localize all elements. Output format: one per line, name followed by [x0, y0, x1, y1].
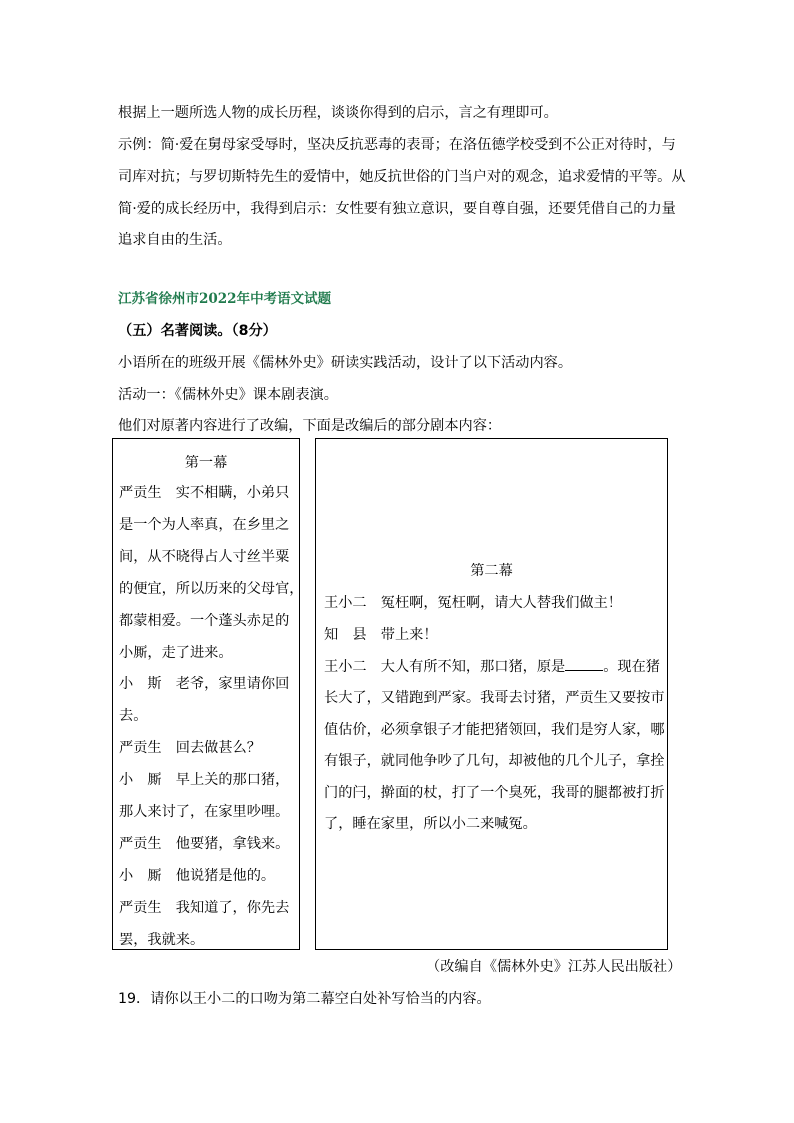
scene-2-title: 第二幕	[470, 563, 513, 579]
scene-2-line-3-start: 王小二 大人有所不知，那口猪，原是	[324, 659, 566, 675]
source-heading: 江苏省徐州市2022年中考语文试题	[118, 291, 332, 307]
scene-1-line: 严贡生 我知道了，你先去	[119, 899, 290, 916]
scene-1-line: 严贡生 他要猪，拿钱来。	[119, 835, 290, 852]
scene-1-box	[112, 438, 304, 950]
section-title: （五）名著阅读。（8分）	[118, 323, 277, 339]
scene-1-line: 间，从不晓得占人寸丝半粟	[119, 548, 290, 565]
intro-line-3: 司库对抗；与罗切斯特先生的爱情中，她反抗世俗的门当户对的观念，追求爱情的平等。从	[118, 169, 686, 185]
intro-line-2: 示例：简·爱在舅母家受辱时，坚决反抗恶毒的表哥；在洛伍德学校受到不公正对待时，与	[118, 137, 676, 153]
scene-1-line: 严贡生 回去做甚么？	[119, 740, 261, 757]
answer-blank[interactable]	[565, 656, 603, 671]
scene-1-title: 第一幕	[184, 455, 228, 471]
scene-1-line: 小 厮 早上关的那口猪，	[119, 772, 290, 789]
section-line-2: 活动一：《儒林外史》课本剧表演。	[118, 387, 338, 403]
scene-1-line: 都蒙相爱。一个蓬头赤足的	[119, 612, 290, 629]
intro-line-5: 追求自由的生活。	[118, 232, 232, 248]
scene-1-line: 罢，我就来。	[119, 931, 205, 948]
scene-1-line: 那人来讨了，在家里吵哩。	[119, 804, 290, 820]
section-line-3: 他们对原著内容进行了改编，下面是改编后的部分剧本内容：	[118, 418, 502, 434]
scene-1-line: 是一个为人率真，在乡里之	[119, 516, 290, 533]
section-line-1: 小语所在的班级开展《儒林外史》研读实践活动，设计了以下活动内容。	[118, 355, 573, 371]
citation: （改编自《儒林外史》江苏人民出版社）	[426, 959, 682, 975]
scene-2-line-7: 门的闩，擀面的杖，打了一个臭死，我哥的腿都被打折	[324, 785, 665, 801]
scene-1-line: 小 斯 老爷，家里请你回	[119, 676, 290, 693]
scene-2-line-3-end: 。现在猪	[603, 659, 660, 675]
scene-2-line-1: 王小二 冤枉啊，冤枉啊，请大人替我们做主！	[324, 595, 622, 611]
scene-2-line-6: 有银子，就同他争吵了几句，却被他的几个儿子，拿拴	[324, 753, 665, 769]
scene-2-box	[315, 438, 668, 950]
scene-2-line-3	[324, 656, 660, 677]
question-19: 19．请你以王小二的口吻为第二幕空白处补写恰当的内容。	[118, 991, 491, 1007]
scene-2-line-8: 了，睡在家里，所以小二来喊冤。	[324, 816, 537, 832]
scene-1-line: 小厮，走了进来。	[119, 644, 233, 661]
scene-1-line: 的便宜，所以历来的父母官，	[119, 580, 304, 597]
scene-2-line-2: 知 县 带上来！	[324, 627, 438, 643]
scene-1-line: 小 厮 他说猪是他的。	[119, 867, 276, 884]
scene-2-line-5: 值估价，必须拿银子才能把猪领回，我们是穷人家，哪	[324, 722, 665, 738]
scene-2-line-4: 长大了，又错跑到严家。我哥去讨猪，严贡生又要按市	[324, 690, 665, 706]
scene-1-line: 严贡生 实不相瞒，小弟只	[119, 485, 290, 501]
intro-line-4: 简·爱的成长经历中，我得到启示：女性要有独立意识，要自尊自强，还要凭借自己的力量	[118, 201, 676, 217]
intro-line-1: 根据上一题所选人物的成长历程，谈谈你得到的启示，言之有理即可。	[118, 105, 558, 121]
scene-1-line: 去。	[119, 708, 148, 725]
